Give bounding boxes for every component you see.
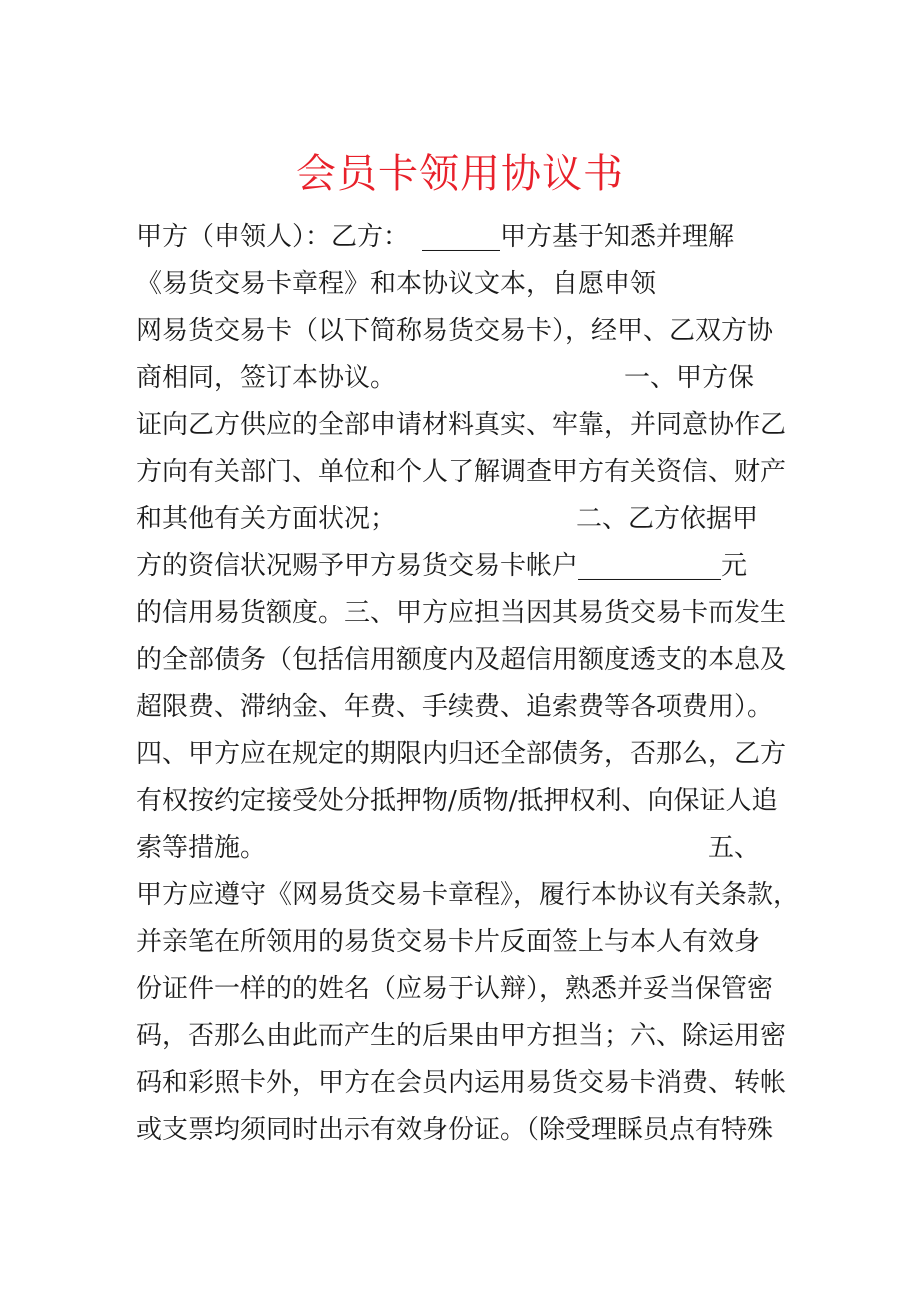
body-line-15	[136, 875, 799, 915]
body-line-3	[136, 311, 773, 351]
body-line-19	[136, 1063, 786, 1103]
body-line-text: 超限费、滞纳金、年费、手续费、追索费等各项费用）。	[136, 692, 774, 722]
body-line-text: 商相同，签订本协议。	[136, 363, 397, 393]
body-line-text: 《易货交易卡章程》和本协议文本，自愿申领	[136, 269, 657, 299]
body-line-10	[136, 640, 786, 680]
body-line-2	[136, 264, 656, 304]
body-line-8	[136, 546, 747, 586]
body-line-text: 甲方（申领人）：乙方： ______甲方基于知悉并理解	[136, 222, 735, 252]
body-line-text: 份证件一样的的姓名（应易于认辩），熟悉并妥当保管密	[136, 974, 774, 1004]
body-line-text: 或支票均须同时出示有效身份证。（除受理睬员点有特殊	[136, 1115, 774, 1145]
body-line-text: 的全部债务（包括信用额度内及超信用额度透支的本息及	[136, 645, 787, 675]
body-line-6	[136, 452, 786, 492]
body-line-text: 和其他有关方面状况；	[136, 504, 397, 534]
body-line-text: 的信用易货额度。三、甲方应担当因其易货交易卡而发生	[136, 598, 787, 628]
body-line-4	[136, 358, 755, 398]
body-line-text: 码，否那么由此而产生的后果由甲方担当；六、除运用密	[136, 1021, 787, 1051]
body-line-text: 网易货交易卡（以下简称易货交易卡），经甲、乙双方协	[136, 316, 774, 346]
body-line-text: 方向有关部门、单位和个人了解调查甲方有关资信、财产	[136, 457, 787, 487]
body-line-7	[136, 499, 759, 539]
body-line-20	[136, 1110, 773, 1150]
body-line-14	[136, 828, 761, 868]
body-line-text: 甲方应遵守《网易货交易卡章程》，履行本协议有关条款，	[136, 880, 800, 910]
body-line-12	[136, 734, 786, 774]
body-line-right-segment: 二、乙方依据甲	[576, 504, 759, 534]
body-line-11	[136, 687, 773, 727]
body-line-text: 码和彩照卡外，甲方在会员内运用易货交易卡消费、转帐	[136, 1068, 787, 1098]
body-line-1	[136, 217, 734, 257]
document-title: 会员卡领用协议书	[296, 151, 624, 197]
body-line-13	[136, 781, 778, 821]
body-line-text: 证向乙方供应的全部申请材料真实、牢靠，并同意协作乙	[136, 410, 787, 440]
body-line-right-segment: 五、	[708, 833, 761, 863]
body-line-9	[136, 593, 786, 633]
body-line-16	[136, 922, 760, 962]
body-line-text: 方的资信状况赐予甲方易货交易卡帐户___________元	[136, 551, 748, 581]
body-line-text: 索等措施。	[136, 833, 267, 863]
body-line-17	[136, 969, 773, 1009]
body-line-text: 有权按约定接受处分抵押物/质物/抵押权利、向保证人追	[136, 786, 778, 816]
body-line-5	[136, 405, 786, 445]
body-line-18	[136, 1016, 786, 1056]
body-line-right-segment: 一、甲方保	[624, 363, 755, 393]
body-line-text: 并亲笔在所领用的易货交易卡片反面签上与本人有效身	[136, 927, 761, 957]
body-line-text: 四、甲方应在规定的期限内归还全部债务，否那么，乙方	[136, 739, 787, 769]
